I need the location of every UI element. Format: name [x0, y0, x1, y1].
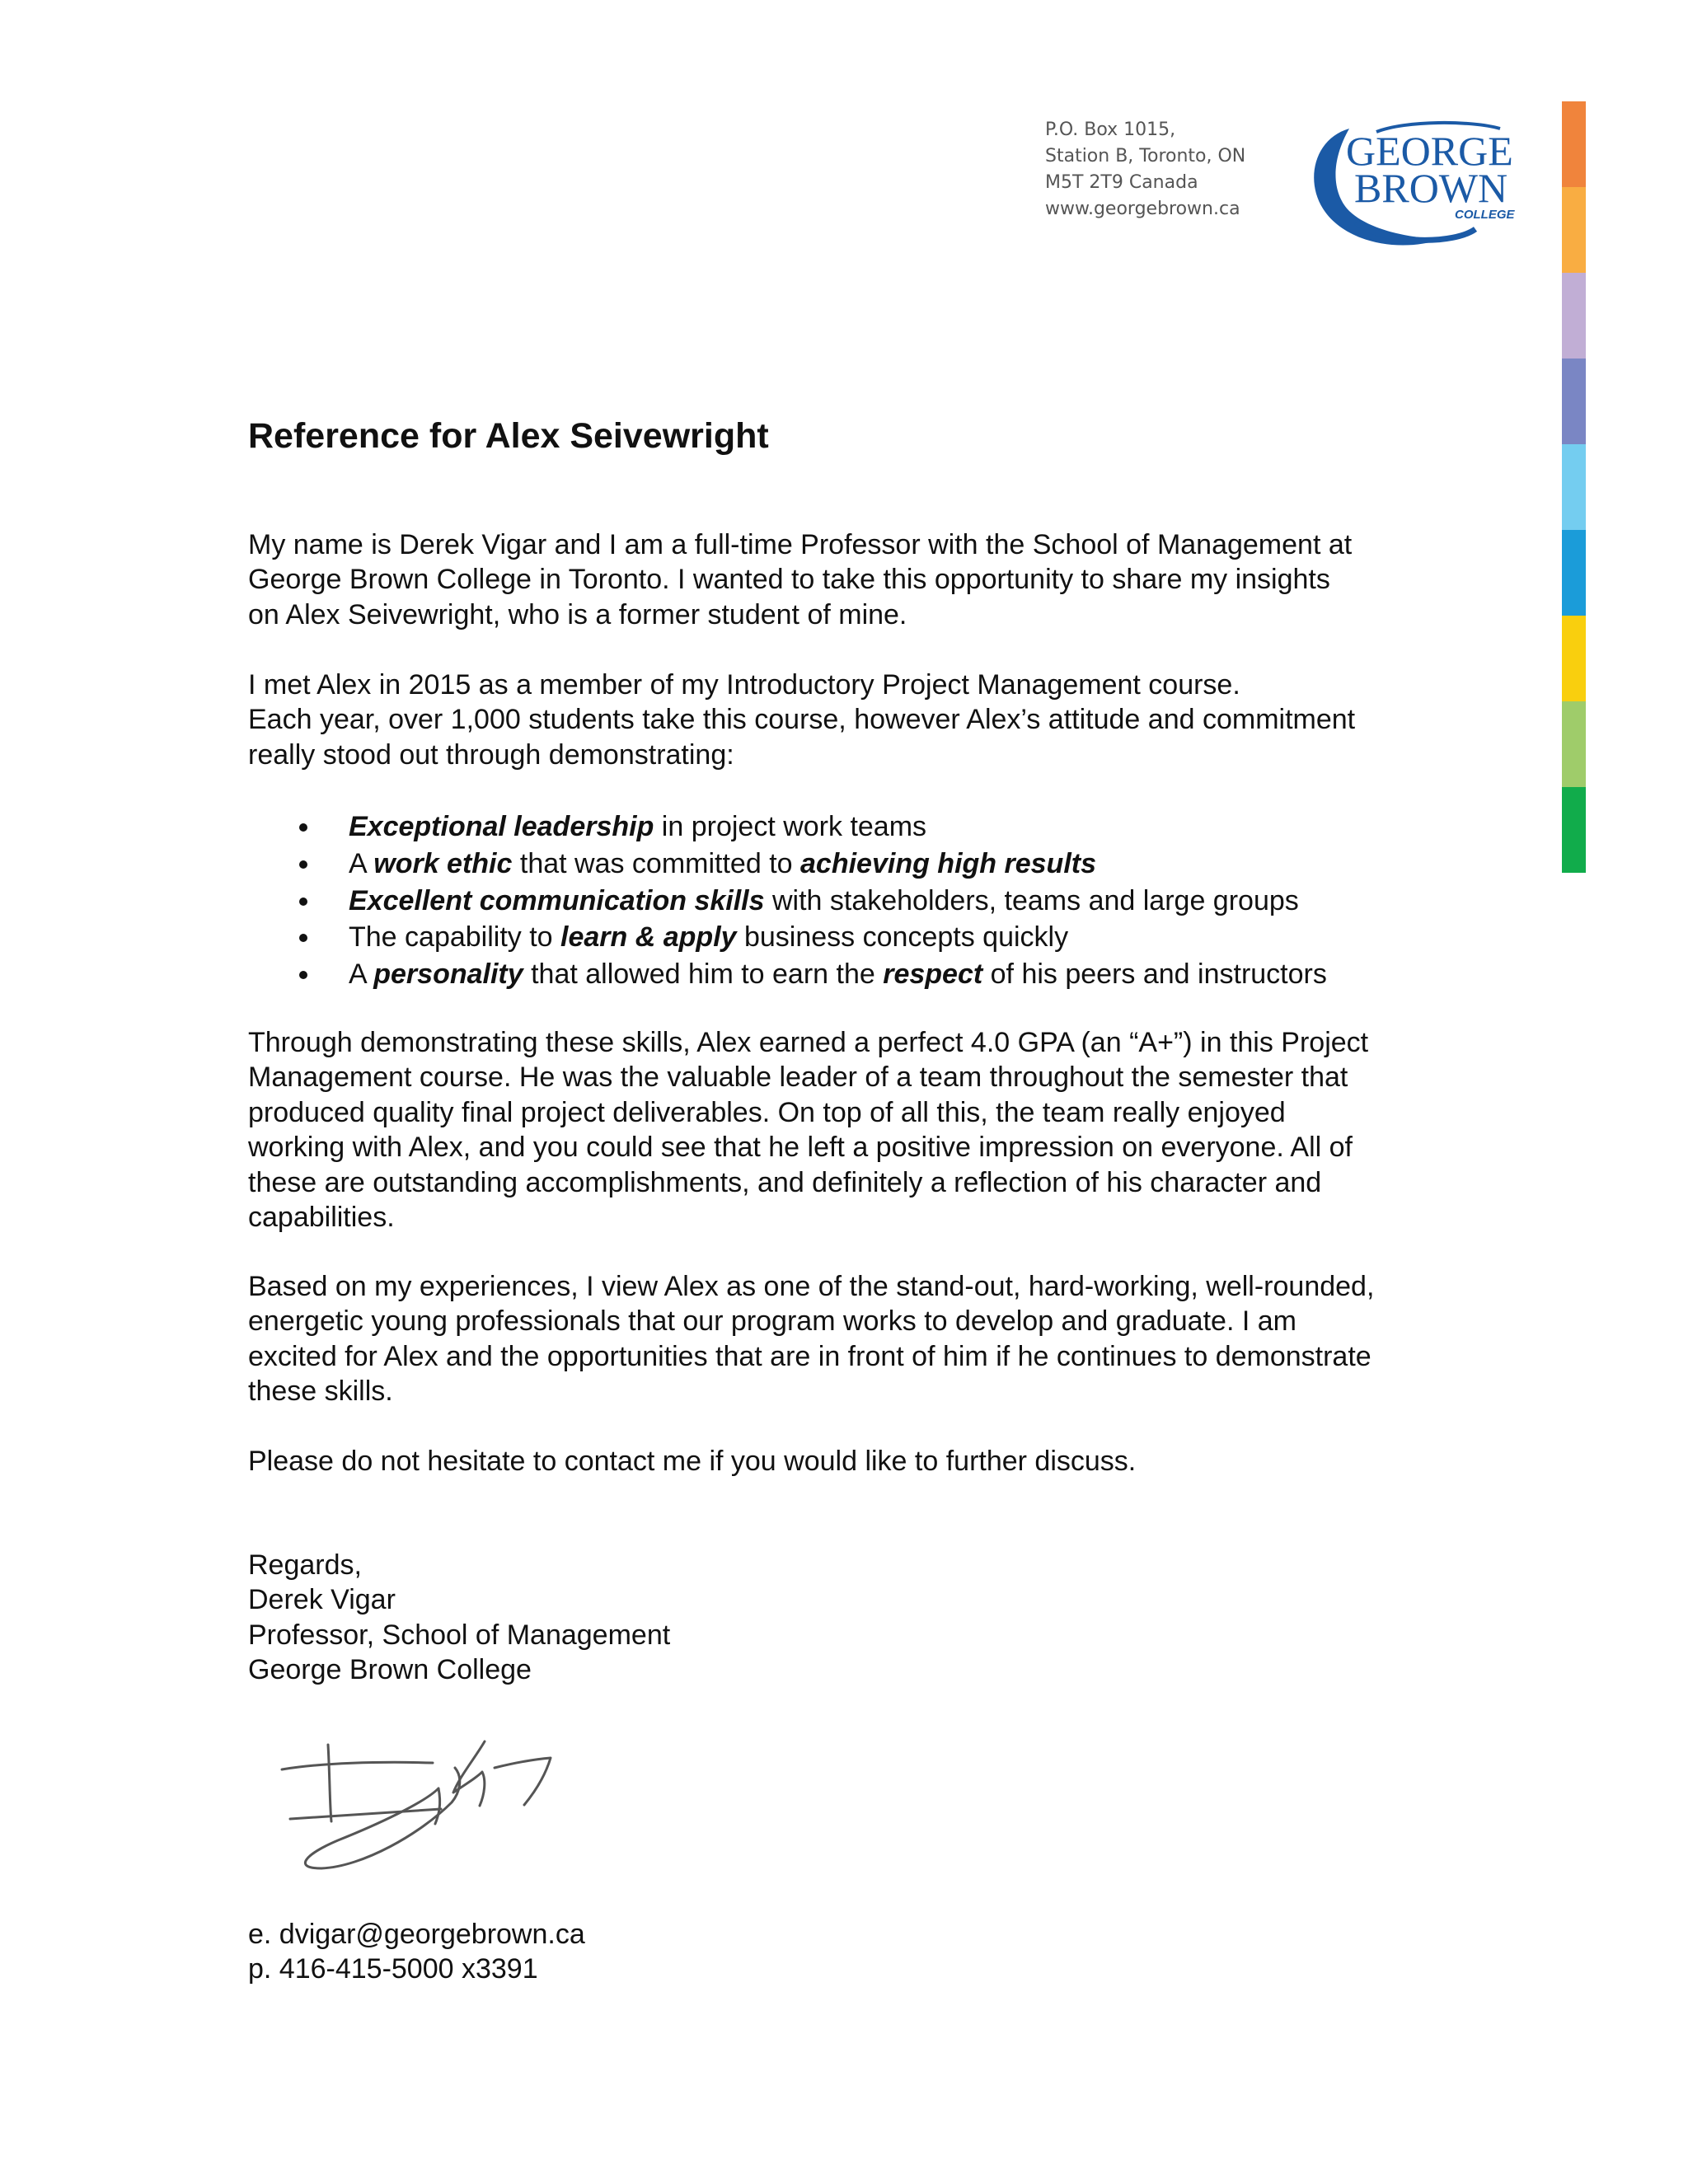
text-line: My name is Derek Vigar and I am a full-time Professor with the School of Management at — [248, 529, 1353, 560]
signer-name: Derek Vigar — [248, 1584, 396, 1616]
text-line: these skills. — [248, 1376, 393, 1408]
side-color-bar — [1562, 101, 1586, 875]
paragraph-intro — [248, 527, 1352, 632]
text-line: produced quality final project deliverables. On top of all this, the team really enjoyed — [248, 1096, 1286, 1128]
text-line: excited for Alex and the opportunities that are in front of him if he continues to demonstrate — [248, 1340, 1372, 1372]
text-line: on Alex Seivewright, who is a former student of mine. — [248, 598, 907, 630]
address-line: www.georgebrown.ca — [1045, 199, 1240, 219]
text-line: Based on my experiences, I view Alex as one of the stand-out, hard-working, well-rounded, — [248, 1271, 1375, 1302]
list-item: A personality that allowed him to earn the respect of his peers and instructors — [248, 956, 1327, 993]
text-line: Through demonstrating these skills, Alex earned a perfect 4.0 GPA (an “A+”) in this Project — [248, 1027, 1369, 1058]
letterhead-address — [1045, 117, 1245, 223]
bullet-dot — [299, 934, 307, 942]
handwritten-signature — [247, 1727, 602, 1900]
bullet-dot — [299, 823, 307, 832]
address-line: Station B, Toronto, ON — [1045, 146, 1246, 166]
list-item: A work ethic that was committed to achieving high results — [248, 846, 1327, 883]
paragraph-contact-invite — [248, 1444, 1136, 1479]
strengths-list — [248, 808, 1327, 993]
text-line: I met Alex in 2015 as a member of my Introductory Project Management course. — [248, 669, 1240, 701]
paragraph-achievements — [248, 1025, 1368, 1235]
text-line: George Brown College in Toronto. I wanted to take this opportunity to share my insights — [248, 564, 1330, 596]
list-item: The capability to learn & apply business concepts quickly — [248, 919, 1327, 956]
text-line: working with Alex, and you could see that he left a positive impression on everyone. All of — [248, 1132, 1353, 1164]
text-line: these are outstanding accomplishments, and definitely a reflection of his character and — [248, 1166, 1322, 1198]
color-segment — [1562, 444, 1586, 530]
signer-title: Professor, School of Management — [248, 1619, 671, 1651]
color-segment — [1562, 187, 1586, 273]
logo-text-george: GEORGE — [1346, 128, 1513, 174]
paragraph-assessment — [248, 1269, 1374, 1409]
george-brown-logo — [1298, 114, 1545, 262]
bullet-dot — [299, 971, 307, 979]
letter-title: Reference for Alex Seivewright — [248, 416, 769, 456]
color-segment — [1562, 530, 1586, 616]
text-line: energetic young professionals that our program works to develop and graduate. I am — [248, 1305, 1296, 1338]
address-line: P.O. Box 1015, — [1045, 120, 1176, 140]
color-segment — [1562, 787, 1586, 873]
text-line: capabilities. — [248, 1202, 395, 1234]
signer-institution: George Brown College — [248, 1654, 532, 1686]
text-line: really stood out through demonstrating: — [248, 738, 734, 771]
contact-block — [248, 1917, 585, 1987]
text-line: Each year, over 1,000 students take this course, however Alex’s attitude and commitment — [248, 704, 1356, 736]
bullet-dot — [299, 860, 307, 869]
text-line: Please do not hesitate to contact me if you would like to further discuss. — [248, 1446, 1137, 1477]
address-line: M5T 2T9 Canada — [1045, 172, 1198, 193]
bullet-dot — [299, 898, 307, 906]
email-line: e. dvigar@georgebrown.ca — [248, 1919, 585, 1950]
closing-line: Regards, — [248, 1549, 362, 1581]
color-segment — [1562, 359, 1586, 444]
logo-text-college: COLLEGE — [1455, 208, 1515, 222]
text-line: Management course. He was the valuable leader of a team throughout the semester that — [248, 1062, 1348, 1094]
phone-line: p. 416-415-5000 x3391 — [248, 1953, 538, 1985]
list-item: Exceptional leadership in project work teams — [248, 808, 1327, 846]
color-segment — [1562, 616, 1586, 701]
color-segment — [1562, 101, 1586, 187]
logo-text-brown: BROWN — [1354, 165, 1508, 211]
color-segment — [1562, 701, 1586, 787]
paragraph-course — [248, 668, 1355, 772]
list-item: Excellent communication skills with stakeholders, teams and large groups — [248, 883, 1327, 920]
closing-block — [248, 1548, 670, 1688]
color-segment — [1562, 273, 1586, 359]
